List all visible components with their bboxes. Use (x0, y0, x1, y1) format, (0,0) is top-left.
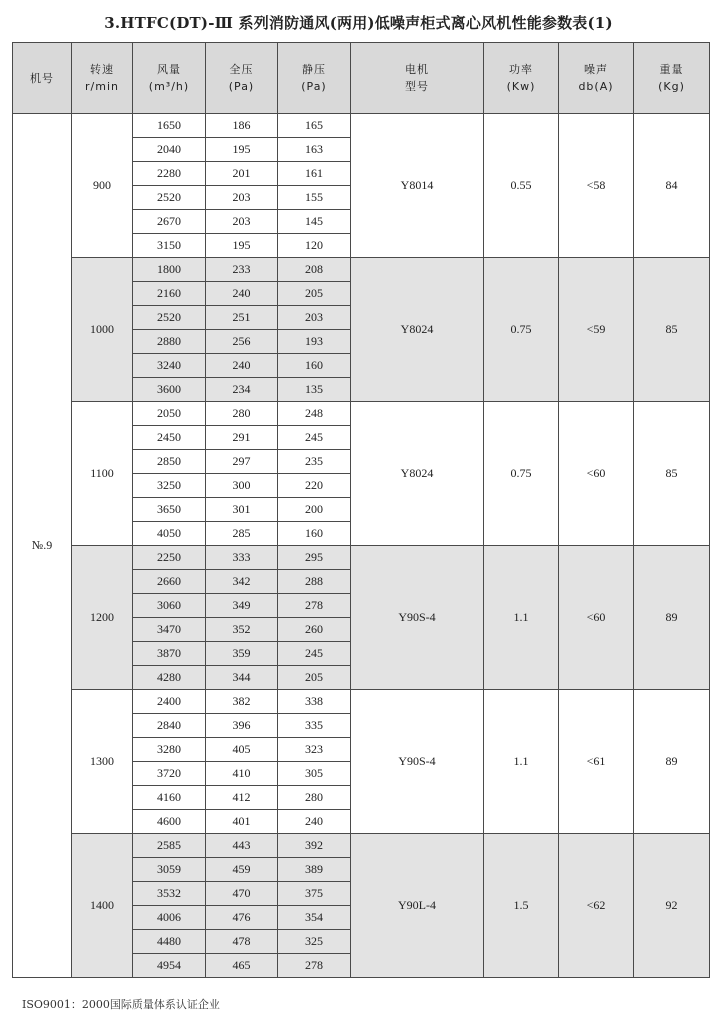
header-static-pressure: 静压 (Pa) (278, 43, 351, 114)
total-pressure-cell: 240 (206, 282, 278, 306)
air-flow-cell: 2160 (133, 282, 206, 306)
static-pressure-cell: 248 (278, 402, 351, 426)
total-pressure-cell: 285 (206, 522, 278, 546)
speed-cell: 1000 (72, 258, 133, 402)
total-pressure-cell: 410 (206, 762, 278, 786)
total-pressure-cell: 234 (206, 378, 278, 402)
power-cell: 1.1 (484, 546, 559, 690)
air-flow-cell: 4954 (133, 954, 206, 978)
air-flow-cell: 2250 (133, 546, 206, 570)
air-flow-cell: 3150 (133, 234, 206, 258)
air-flow-cell: 3280 (133, 738, 206, 762)
air-flow-cell: 3059 (133, 858, 206, 882)
total-pressure-cell: 465 (206, 954, 278, 978)
weight-cell: 89 (634, 690, 710, 834)
noise-cell: <60 (559, 546, 634, 690)
machine-no-cell: №.9 (13, 114, 72, 978)
total-pressure-cell: 478 (206, 930, 278, 954)
total-pressure-cell: 256 (206, 330, 278, 354)
air-flow-cell: 4160 (133, 786, 206, 810)
total-pressure-cell: 443 (206, 834, 278, 858)
static-pressure-cell: 165 (278, 114, 351, 138)
air-flow-cell: 2850 (133, 450, 206, 474)
air-flow-cell: 2400 (133, 690, 206, 714)
static-pressure-cell: 305 (278, 762, 351, 786)
performance-table (12, 42, 710, 978)
air-flow-cell: 1800 (133, 258, 206, 282)
air-flow-cell: 3060 (133, 594, 206, 618)
total-pressure-cell: 333 (206, 546, 278, 570)
header-power: 功率 (Kw) (484, 43, 559, 114)
header-noise: 噪声 db(A) (559, 43, 634, 114)
air-flow-cell: 4280 (133, 666, 206, 690)
air-flow-cell: 3250 (133, 474, 206, 498)
static-pressure-cell: 245 (278, 642, 351, 666)
total-pressure-cell: 300 (206, 474, 278, 498)
total-pressure-cell: 203 (206, 186, 278, 210)
static-pressure-cell: 205 (278, 666, 351, 690)
table-body (13, 114, 710, 978)
motor-model-cell: Y8024 (351, 402, 484, 546)
speed-cell: 1100 (72, 402, 133, 546)
air-flow-cell: 2660 (133, 570, 206, 594)
static-pressure-cell: 161 (278, 162, 351, 186)
static-pressure-cell: 335 (278, 714, 351, 738)
total-pressure-cell: 297 (206, 450, 278, 474)
weight-cell: 85 (634, 258, 710, 402)
total-pressure-cell: 470 (206, 882, 278, 906)
static-pressure-cell: 160 (278, 354, 351, 378)
air-flow-cell: 2840 (133, 714, 206, 738)
static-pressure-cell: 354 (278, 906, 351, 930)
total-pressure-cell: 280 (206, 402, 278, 426)
air-flow-cell: 4050 (133, 522, 206, 546)
total-pressure-cell: 405 (206, 738, 278, 762)
power-cell: 0.75 (484, 402, 559, 546)
static-pressure-cell: 240 (278, 810, 351, 834)
motor-model-cell: Y8014 (351, 114, 484, 258)
table-row (13, 546, 710, 570)
total-pressure-cell: 251 (206, 306, 278, 330)
header-machine-no: 机号 (13, 43, 72, 114)
static-pressure-cell: 260 (278, 618, 351, 642)
certification-footer: ISO9001：2000国际质量体系认证企业 (22, 998, 220, 1011)
speed-cell: 1200 (72, 546, 133, 690)
total-pressure-cell: 352 (206, 618, 278, 642)
header-total-pressure: 全压 (Pa) (206, 43, 278, 114)
total-pressure-cell: 201 (206, 162, 278, 186)
total-pressure-cell: 342 (206, 570, 278, 594)
header-row (13, 43, 710, 114)
table-row (13, 834, 710, 858)
air-flow-cell: 2585 (133, 834, 206, 858)
air-flow-cell: 3470 (133, 618, 206, 642)
table-row (13, 114, 710, 138)
page-title: 3.HTFC(DT)-Ⅲ 系列消防通风(两用)低噪声柜式离心风机性能参数表(1) (104, 14, 613, 32)
static-pressure-cell: 193 (278, 330, 351, 354)
air-flow-cell: 2520 (133, 306, 206, 330)
noise-cell: <58 (559, 114, 634, 258)
static-pressure-cell: 278 (278, 594, 351, 618)
total-pressure-cell: 240 (206, 354, 278, 378)
total-pressure-cell: 203 (206, 210, 278, 234)
total-pressure-cell: 401 (206, 810, 278, 834)
speed-cell: 900 (72, 114, 133, 258)
air-flow-cell: 2670 (133, 210, 206, 234)
motor-model-cell: Y90S-4 (351, 546, 484, 690)
total-pressure-cell: 349 (206, 594, 278, 618)
static-pressure-cell: 280 (278, 786, 351, 810)
air-flow-cell: 1650 (133, 114, 206, 138)
air-flow-cell: 2880 (133, 330, 206, 354)
static-pressure-cell: 208 (278, 258, 351, 282)
air-flow-cell: 3870 (133, 642, 206, 666)
static-pressure-cell: 120 (278, 234, 351, 258)
air-flow-cell: 3720 (133, 762, 206, 786)
weight-cell: 92 (634, 834, 710, 978)
static-pressure-cell: 220 (278, 474, 351, 498)
total-pressure-cell: 233 (206, 258, 278, 282)
air-flow-cell: 3240 (133, 354, 206, 378)
weight-cell: 85 (634, 402, 710, 546)
weight-cell: 84 (634, 114, 710, 258)
static-pressure-cell: 375 (278, 882, 351, 906)
static-pressure-cell: 323 (278, 738, 351, 762)
static-pressure-cell: 392 (278, 834, 351, 858)
total-pressure-cell: 412 (206, 786, 278, 810)
static-pressure-cell: 325 (278, 930, 351, 954)
total-pressure-cell: 396 (206, 714, 278, 738)
air-flow-cell: 2040 (133, 138, 206, 162)
air-flow-cell: 2050 (133, 402, 206, 426)
static-pressure-cell: 295 (278, 546, 351, 570)
static-pressure-cell: 389 (278, 858, 351, 882)
total-pressure-cell: 186 (206, 114, 278, 138)
static-pressure-cell: 235 (278, 450, 351, 474)
header-air-flow: 风量 (m³/h) (133, 43, 206, 114)
table-row (13, 402, 710, 426)
header-weight: 重量 (Kg) (634, 43, 710, 114)
motor-model-cell: Y8024 (351, 258, 484, 402)
total-pressure-cell: 382 (206, 690, 278, 714)
power-cell: 0.75 (484, 258, 559, 402)
table-row (13, 690, 710, 714)
static-pressure-cell: 160 (278, 522, 351, 546)
speed-cell: 1300 (72, 690, 133, 834)
static-pressure-cell: 135 (278, 378, 351, 402)
static-pressure-cell: 245 (278, 426, 351, 450)
total-pressure-cell: 459 (206, 858, 278, 882)
static-pressure-cell: 155 (278, 186, 351, 210)
air-flow-cell: 4480 (133, 930, 206, 954)
static-pressure-cell: 278 (278, 954, 351, 978)
power-cell: 0.55 (484, 114, 559, 258)
static-pressure-cell: 203 (278, 306, 351, 330)
static-pressure-cell: 145 (278, 210, 351, 234)
motor-model-cell: Y90S-4 (351, 690, 484, 834)
total-pressure-cell: 195 (206, 234, 278, 258)
total-pressure-cell: 195 (206, 138, 278, 162)
air-flow-cell: 3600 (133, 378, 206, 402)
noise-cell: <60 (559, 402, 634, 546)
power-cell: 1.5 (484, 834, 559, 978)
weight-cell: 89 (634, 546, 710, 690)
total-pressure-cell: 476 (206, 906, 278, 930)
header-motor-model: 电机 型号 (351, 43, 484, 114)
header-speed: 转速 r/min (72, 43, 133, 114)
air-flow-cell: 4600 (133, 810, 206, 834)
static-pressure-cell: 338 (278, 690, 351, 714)
air-flow-cell: 3532 (133, 882, 206, 906)
air-flow-cell: 2450 (133, 426, 206, 450)
air-flow-cell: 2280 (133, 162, 206, 186)
air-flow-cell: 2520 (133, 186, 206, 210)
noise-cell: <62 (559, 834, 634, 978)
total-pressure-cell: 301 (206, 498, 278, 522)
total-pressure-cell: 359 (206, 642, 278, 666)
static-pressure-cell: 288 (278, 570, 351, 594)
noise-cell: <59 (559, 258, 634, 402)
static-pressure-cell: 205 (278, 282, 351, 306)
power-cell: 1.1 (484, 690, 559, 834)
total-pressure-cell: 344 (206, 666, 278, 690)
noise-cell: <61 (559, 690, 634, 834)
speed-cell: 1400 (72, 834, 133, 978)
static-pressure-cell: 200 (278, 498, 351, 522)
total-pressure-cell: 291 (206, 426, 278, 450)
table-row (13, 258, 710, 282)
motor-model-cell: Y90L-4 (351, 834, 484, 978)
air-flow-cell: 3650 (133, 498, 206, 522)
air-flow-cell: 4006 (133, 906, 206, 930)
static-pressure-cell: 163 (278, 138, 351, 162)
